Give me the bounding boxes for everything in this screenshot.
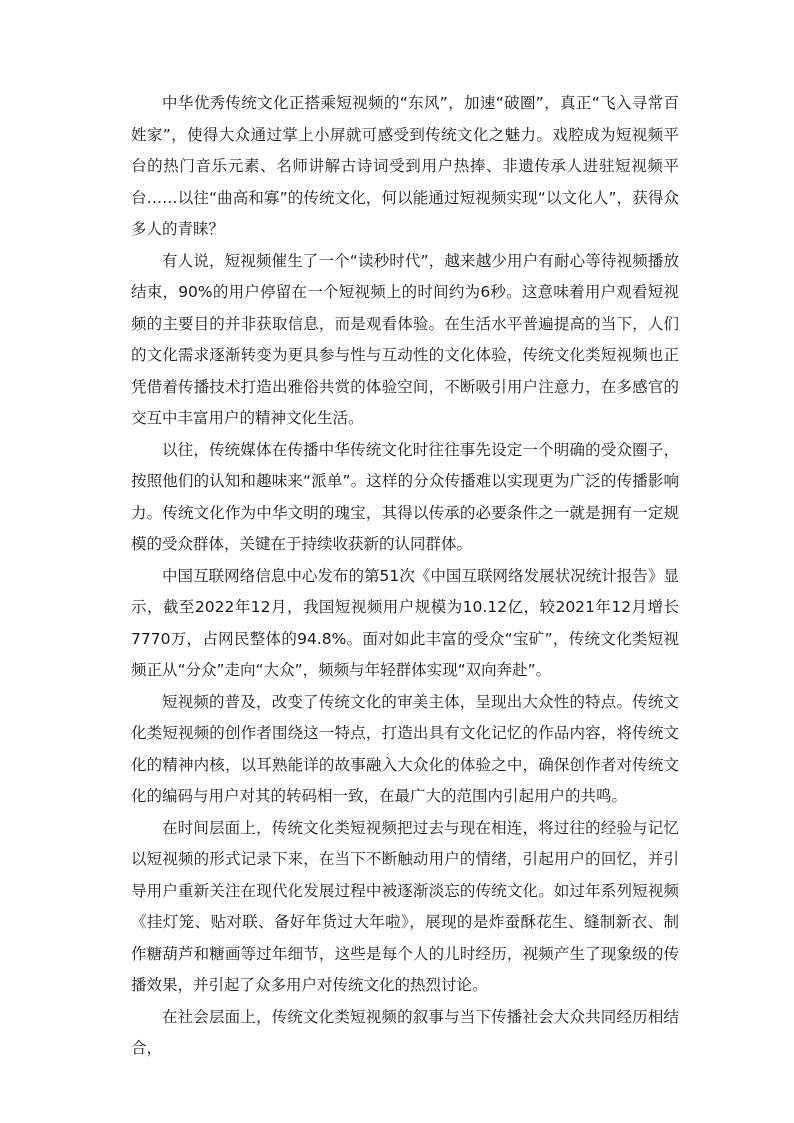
paragraph-1: 中华优秀传统文化正搭乘短视频的“东风”，加速“破圈”，真正“飞入寻常百姓家”，使得大众通过掌上小屏就可感受到传统文化之魅力。戏腔成为短视频平台的热门音乐元素、名师讲解古诗词受到用户热捧、非遗传承人进驻短视频平台……以往“曲高和寡”的传统文化，何以能通过短视频实现“以文化人”，获得众多人的青睐？ bbox=[131, 94, 679, 238]
paragraph-7: 在社会层面上，传统文化类短视频的叙事与当下传播社会大众共同经历相结合， bbox=[131, 1007, 679, 1057]
paragraph-4: 中国互联网络信息中心发布的第51次《中国互联网络发展状况统计报告》显示，截至2022年12月，我国短视频用户规模为10.12亿，较2021年12月增长7770万，占网民整体的94.8%。面对如此丰富的受众“宝矿”，传统文化类短视频正从“分众”走向“大众”，频频与年轻群体实现“双向奔赴”。 bbox=[131, 566, 679, 679]
paragraph-3: 以往，传统媒体在传播中华传统文化时往往事先设定一个明确的受众圈子，按照他们的认知和趣味来“派单”。这样的分众传播难以实现更为广泛的传播影响力。传统文化作为中华文明的瑰宝，其得以传承的必要条件之一就是拥有一定规模的受众群体，关键在于持续收获新的认同群体。 bbox=[131, 440, 679, 553]
paragraph-6: 在时间层面上，传统文化类短视频把过去与现在相连，将过往的经验与记忆以短视频的形式记录下来，在当下不断触动用户的情绪，引起用户的回忆，并引导用户重新关注在现代化发展过程中被逐渐淡忘的传统文化。如过年系列短视频《挂灯笼、贴对联、备好年货过大年啦》，展现的是炸蚕酥花生、缝制新衣、制作糖葫芦和糖画等过年细节，这些是每个人的儿时经历，视频产生了现象级的传播效果，并引起了众多用户对传统文化的热烈讨论。 bbox=[131, 818, 679, 994]
article-body bbox=[131, 88, 679, 1065]
paragraph-5: 短视频的普及，改变了传统文化的审美主体，呈现出大众性的特点。传统文化类短视频的创作者围绕这一特点，打造出具有文化记忆的作品内容，将传统文化的精神内核，以耳熟能详的故事融入大众化的体验之中，确保创作者对传统文化的编码与用户对其的转码相一致，在最广大的范围内引起用户的共鸣。 bbox=[131, 692, 679, 805]
paragraph-2: 有人说，短视频催生了一个“读秒时代”，越来越少用户有耐心等待视频播放结束，90%的用户停留在一个短视频上的时间约为6秒。这意味着用户观看短视频的主要目的并非获取信息，而是观看体验。在生活水平普遍提高的当下，人们的文化需求逐渐转变为更具参与性与互动性的文化体验，传统文化类短视频也正凭借着传播技术打造出雅俗共赏的体验空间，不断吸引用户注意力，在多感官的交互中丰富用户的精神文化生活。 bbox=[131, 251, 679, 427]
